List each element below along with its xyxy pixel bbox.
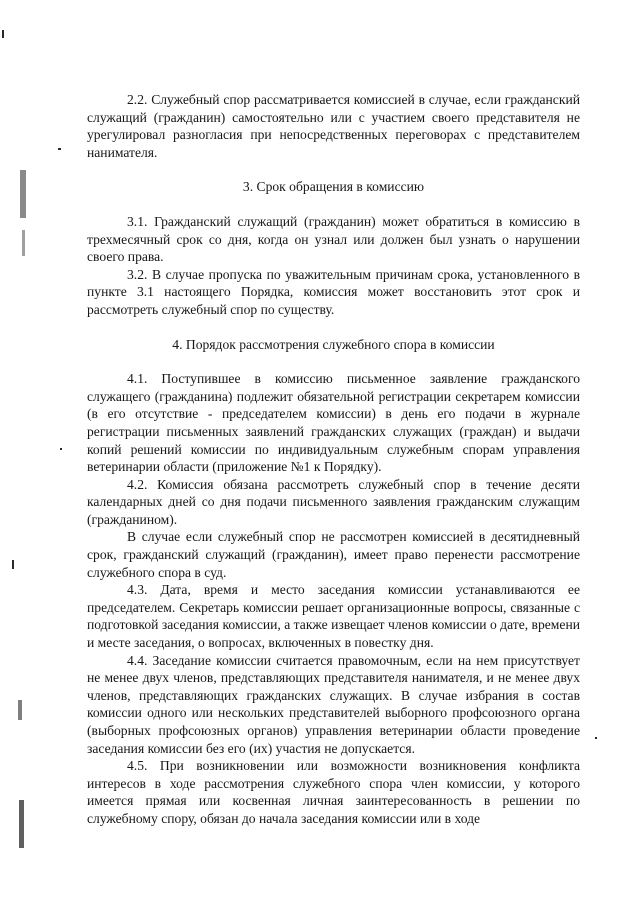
paragraph-4-5: 4.5. При возникновении или возможности возникновения конфликта интересов в ходе рассмотрения служебного спора член комиссии, у которого имеется прямая или косвенная личная заинтересованность в решении по служебному спору, обязан до начала заседания комиссии или в ходе bbox=[87, 758, 580, 826]
paragraph-4-2-continued: В случае если служебный спор не рассмотрен комиссией в десятидневный срок, гражданский служащий (гражданин), имеет право перенести рассмотрение служебного спора в суд. bbox=[87, 529, 580, 580]
paragraph-4-2: 4.2. Комиссия обязана рассмотреть служебный спор в течение десяти календарных дней со дня подачи письменного заявления гражданским служащим (гражданином). bbox=[87, 476, 580, 527]
document-body bbox=[87, 91, 580, 828]
paragraph-4-3: 4.3. Дата, время и место заседания комиссии устанавливаются ее председателем. Секретарь комиссии решает организационные вопросы, связанные с подготовкой заседания комиссии, а также извещает членов комиссии о дате, времени и месте заседания, о вопросах, включенных в повестку дня. bbox=[87, 582, 580, 651]
paragraph-2-2: 2.2. Служебный спор рассматривается комиссией в случае, если гражданский служащий (гражданин) самостоятельно или с участием своего представителя не урегулировал разногласия при непосредственных переговорах с представителем нанимателя. bbox=[87, 92, 580, 160]
paragraph-3-2: 3.2. В случае пропуска по уважительным причинам срока, установленного в пункте 3.1 настоящего Порядка, комиссия может восстановить этот срок и рассмотреть служебный спор по существу. bbox=[87, 266, 580, 317]
paragraph-4-4: 4.4. Заседание комиссии считается правомочным, если на нем присутствует не менее двух членов, представляющих представителя нанимателя, и не менее двух членов, представляющих гражданских служащих. В случае избрания в состав комиссии одного или нескольких представителей выборного профсоюзного органа (выборных профсоюзных органов) управления ветеринарии области проведение заседания комиссии без его (их) участия не допускается. bbox=[87, 652, 580, 756]
paragraph-3-1: 3.1. Гражданский служащий (гражданин) может обратиться в комиссию в трехмесячный срок со дня, когда он узнал или должен был узнать о нарушении своего права. bbox=[87, 213, 580, 265]
section-3-title: 3. Срок обращения в комиссию bbox=[242, 179, 425, 195]
paragraph-4-1: 4.1. Поступившее в комиссию письменное заявление гражданского служащего (гражданина) подлежит обязательной регистрации секретарем комиссии (в его отсутствие - председателем комиссии) в день его подачи в журнале регистрации письменных заявлений гражданских служащих (граждан) и выдачи копий решений комиссии по индивидуальным служебным спорам управления ветеринарии области (приложение №1 к Порядку). bbox=[87, 371, 580, 475]
section-4-title: 4. Порядок рассмотрения служебного спора в комиссии bbox=[172, 336, 495, 352]
